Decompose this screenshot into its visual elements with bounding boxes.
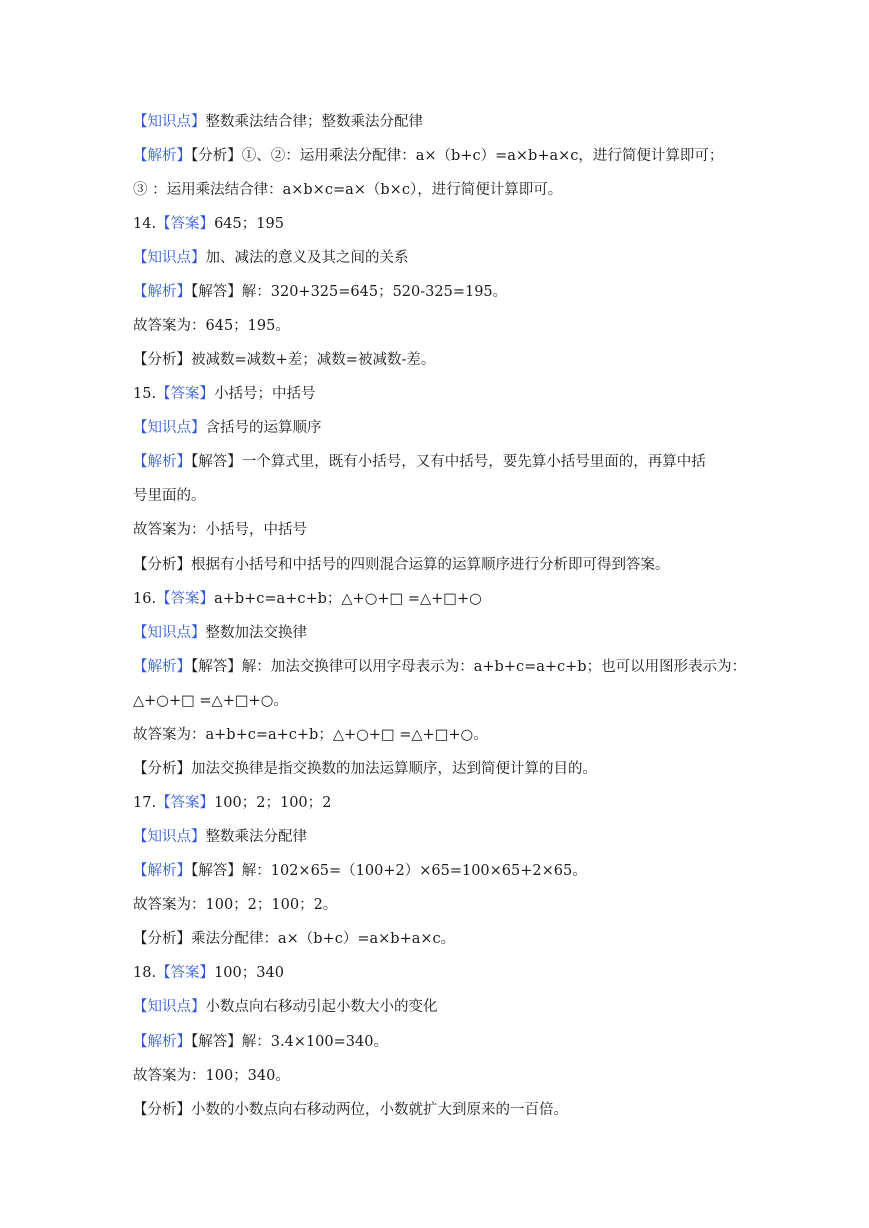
line-text: a+b+c=a+c+b；△+○+□ =△+□+○ bbox=[214, 591, 482, 607]
answer-tag: 【答案】 bbox=[156, 216, 215, 232]
analysis-tag: 【解析】 bbox=[133, 659, 191, 675]
line-knowledge-17 bbox=[133, 825, 307, 849]
line-text: 故答案为：100；2；100；2。 bbox=[133, 897, 338, 913]
question-number: 16. bbox=[133, 591, 157, 607]
line-text: ①、②：运用乘法分配律：a×（b+c）=a×b+a×c，进行简便计算即可； bbox=[241, 148, 724, 164]
sub-tag: 【解答】 bbox=[191, 454, 242, 470]
sub-tag: 【分析】 bbox=[133, 931, 191, 947]
line-note-18 bbox=[133, 1098, 568, 1122]
line-conclusion-16 bbox=[133, 723, 488, 747]
analysis-tag: 【解析】 bbox=[133, 284, 191, 300]
line-text: 故答案为：100；340。 bbox=[133, 1068, 290, 1084]
line-answer-15 bbox=[133, 382, 316, 406]
line-knowledge-14 bbox=[133, 246, 409, 270]
question-number: 18. bbox=[133, 965, 157, 981]
line-answer-16 bbox=[133, 587, 482, 611]
sub-tag: 【解答】 bbox=[191, 863, 242, 879]
line-knowledge-15 bbox=[133, 416, 322, 440]
line-analysis-18 bbox=[133, 1030, 388, 1054]
line-conclusion-18 bbox=[133, 1064, 290, 1088]
answer-tag: 【答案】 bbox=[156, 965, 215, 981]
line-text: 加、减法的意义及其之间的关系 bbox=[205, 250, 409, 266]
line-text: 整数乘法分配律 bbox=[205, 829, 307, 845]
line-text: 解：加法交换律可以用字母表示为：a+b+c=a+c+b；也可以用图形表示为： bbox=[241, 659, 747, 675]
knowledge-tag: 【知识点】 bbox=[133, 829, 206, 845]
analysis-tag: 【解析】 bbox=[133, 863, 191, 879]
line-text: 645；195 bbox=[214, 216, 284, 232]
line-note-17 bbox=[133, 927, 455, 951]
analysis-tag: 【解析】 bbox=[133, 454, 191, 470]
analysis-tag: 【解析】 bbox=[133, 1034, 191, 1050]
line-text: 一个算式里，既有小括号，又有中括号，要先算小括号里面的，再算中括 bbox=[241, 454, 706, 470]
line-text: 整数加法交换律 bbox=[205, 625, 307, 641]
line-text: 故答案为：a+b+c=a+c+b；△+○+□ =△+□+○。 bbox=[133, 727, 488, 743]
line-text: 整数乘法结合律；整数乘法分配律 bbox=[205, 114, 423, 130]
sub-tag: 【分析】 bbox=[133, 557, 191, 573]
line-text: 小括号；中括号 bbox=[214, 386, 316, 402]
line-analysis-14 bbox=[133, 280, 507, 304]
answer-tag: 【答案】 bbox=[156, 386, 215, 402]
line-answer-18 bbox=[133, 961, 284, 985]
question-number: 15. bbox=[133, 386, 157, 402]
knowledge-tag: 【知识点】 bbox=[133, 625, 206, 641]
line-text: 解：320+325=645；520-325=195。 bbox=[241, 284, 508, 300]
line-text: 小数点向右移动引起小数大小的变化 bbox=[205, 999, 438, 1015]
sub-tag: 【分析】 bbox=[133, 761, 191, 777]
line-text: 100；2；100；2 bbox=[214, 795, 332, 811]
line-continuation bbox=[133, 689, 288, 713]
line-text: 根据有小括号和中括号的四则混合运算的运算顺序进行分析即可得到答案。 bbox=[191, 557, 670, 573]
line-analysis-17 bbox=[133, 859, 587, 883]
line-analysis-16 bbox=[133, 655, 746, 679]
line-answer-14 bbox=[133, 212, 284, 236]
knowledge-tag: 【知识点】 bbox=[133, 250, 206, 266]
line-analysis-15 bbox=[133, 450, 706, 474]
line-text: 故答案为：645；195。 bbox=[133, 318, 290, 334]
line-conclusion-15 bbox=[133, 518, 307, 542]
line-answer-17 bbox=[133, 791, 331, 815]
knowledge-tag: 【知识点】 bbox=[133, 420, 206, 436]
line-note-16 bbox=[133, 757, 597, 781]
line-text: 乘法分配律：a×（b+c）=a×b+a×c。 bbox=[191, 931, 456, 947]
line-continuation bbox=[133, 484, 206, 508]
sub-tag: 【解答】 bbox=[191, 659, 242, 675]
line-conclusion-17 bbox=[133, 893, 337, 917]
line-continuation bbox=[133, 178, 562, 202]
line-conclusion-14 bbox=[133, 314, 290, 338]
line-text: 被减数=减数+差；减数=被减数-差。 bbox=[191, 352, 436, 368]
line-knowledge-13 bbox=[133, 110, 423, 134]
line-text: △+○+□ =△+□+○。 bbox=[133, 693, 288, 709]
sub-tag: 【分析】 bbox=[133, 352, 191, 368]
answer-tag: 【答案】 bbox=[156, 591, 215, 607]
line-text: 加法交换律是指交换数的加法运算顺序，达到简便计算的目的。 bbox=[191, 761, 597, 777]
sub-tag: 【解答】 bbox=[191, 1034, 242, 1050]
line-knowledge-16 bbox=[133, 621, 307, 645]
line-knowledge-18 bbox=[133, 995, 438, 1019]
line-text: 号里面的。 bbox=[133, 488, 206, 504]
knowledge-tag: 【知识点】 bbox=[133, 999, 206, 1015]
line-text: 100；340 bbox=[214, 965, 284, 981]
line-text: 含括号的运算顺序 bbox=[205, 420, 322, 436]
analysis-tag: 【解析】 bbox=[133, 148, 191, 164]
question-number: 14. bbox=[133, 216, 157, 232]
sub-tag: 【解答】 bbox=[191, 284, 242, 300]
line-text: 解：102×65=（100+2）×65=100×65+2×65。 bbox=[241, 863, 587, 879]
line-text: 解：3.4×100=340。 bbox=[241, 1034, 388, 1050]
line-text: 故答案为：小括号，中括号 bbox=[133, 522, 307, 538]
knowledge-tag: 【知识点】 bbox=[133, 114, 206, 130]
question-number: 17. bbox=[133, 795, 157, 811]
line-note-14 bbox=[133, 348, 435, 372]
line-analysis-13 bbox=[133, 144, 723, 168]
line-text: 小数的小数点向右移动两位，小数就扩大到原来的一百倍。 bbox=[191, 1102, 568, 1118]
line-note-15 bbox=[133, 553, 670, 577]
sub-tag: 【分析】 bbox=[191, 148, 242, 164]
sub-tag: 【分析】 bbox=[133, 1102, 191, 1118]
line-text: ③ ：运用乘法结合律：a×b×c=a×（b×c），进行简便计算即可。 bbox=[133, 182, 563, 198]
answer-tag: 【答案】 bbox=[156, 795, 215, 811]
